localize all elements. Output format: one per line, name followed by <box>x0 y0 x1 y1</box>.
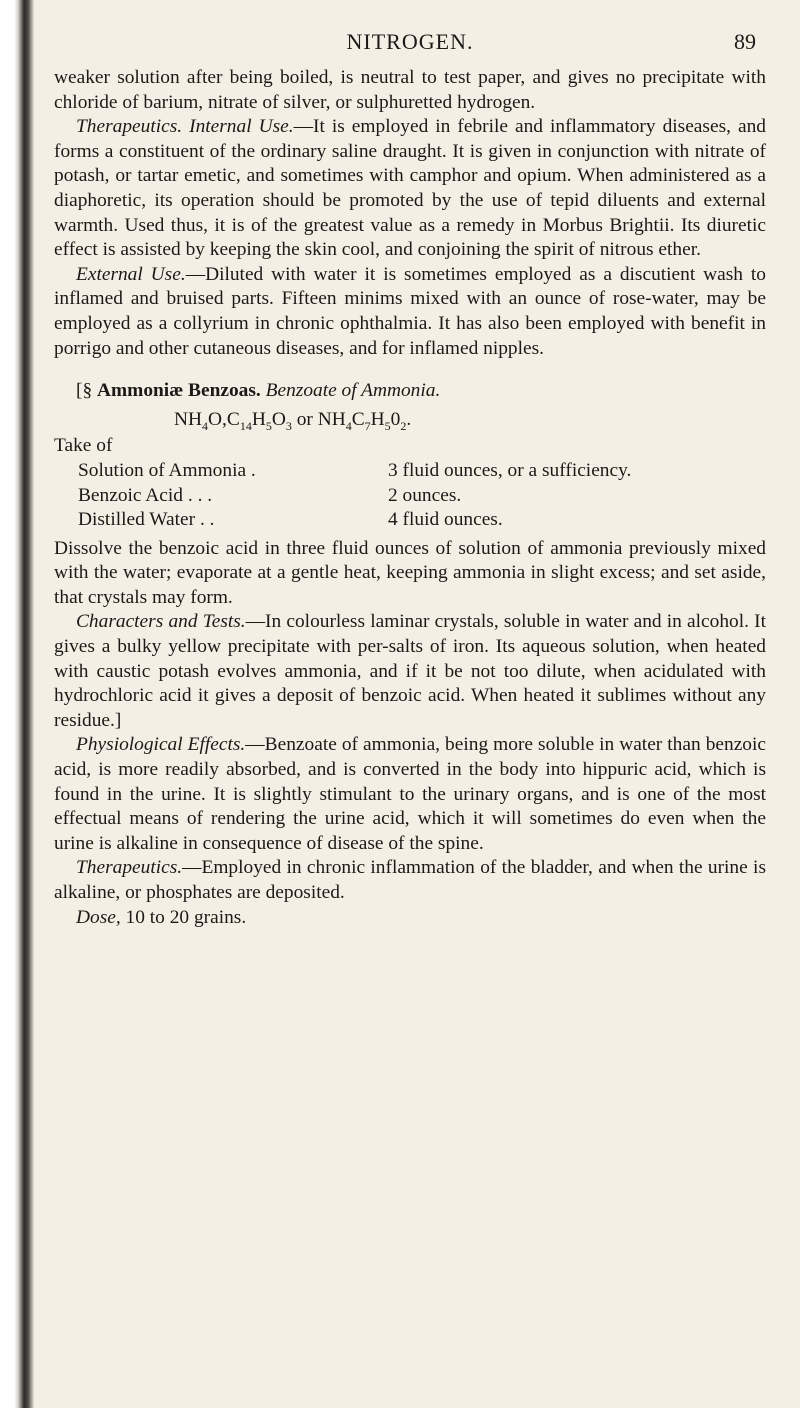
page <box>54 28 766 930</box>
ingredient-row: Distilled Water . . 4 fluid ounces. <box>78 509 503 531</box>
section-subtitle: Benzoate of Ammonia. <box>265 380 441 402</box>
paragraph-dose <box>54 906 766 931</box>
ingredient-row: Benzoic Acid . . . 2 ounces. <box>78 484 462 506</box>
external-use-label: External Use. <box>76 263 186 285</box>
paragraph-therapeutics-internal <box>54 115 766 263</box>
paragraph-characters <box>54 610 766 733</box>
ingredient-row: Solution of Ammonia . 3 fluid ounces, or a sufficiency. <box>78 459 632 481</box>
external-use-text: —Diluted with water it is sometimes employed as a discutient wash to inflamed and bruised parts. Fifteen minims mixed with an ounce of rose-water, may be employed as a collyrium in chronic ophthalmia. It has also been employed with benefit in porrigo and other cutaneous diseases, and for inflamed nipples. <box>54 263 766 359</box>
paragraph-physiological <box>54 733 766 856</box>
ingredients-table <box>78 459 631 533</box>
paragraph-dissolve: Dissolve the benzoic acid in three fluid ounces of solution of ammonia previously mixed with the water; evaporate at a gentle heat, keeping ammonia in slight excess; and set aside, that crystals may form. <box>54 537 766 608</box>
therapeutics-text: —Employed in chronic inflammation of the bladder, and when the urine is alkaline, or phosphates are deposited. <box>54 857 766 903</box>
paragraph-continuation: weaker solution after being boiled, is neutral to test paper, and gives no precipitate with chloride of barium, nitrate of silver, or sulphuretted hydrogen. <box>54 67 766 113</box>
running-title: NITROGEN. <box>346 29 474 54</box>
section-title: Ammoniæ Benzoas. <box>97 380 261 402</box>
dose-text: 10 to 20 grains. <box>120 906 247 928</box>
therapeutics-internal-text: —It is employed in febrile and inflammatory diseases, and forms a constituent of the ordinary saline draught. It is given in conjunction with nitrate of potash, or tartar emetic, and sometimes with camphor and opium. When administered as a diaphoretic, its operation should be promoted by the use of tepid diluents and external warmth. Used thus, it is of the greatest value as a remedy in Morbus Brightii. Its diuretic effect is assisted by keeping the skin cool, and conjoining the spirit of nitrous ether. <box>54 116 766 261</box>
paragraph-therapeutics <box>54 856 766 905</box>
chemical-formula: $NH_4O,C_{14}H_5O_3$ or $NH_4C_7H_50_2$. <box>174 408 412 433</box>
characters-text: —In colourless laminar crystals, soluble in water and in alcohol. It gives a bulky yellow precipitate with per-salts of iron. Its aqueous solution, when heated with caustic potash evolves ammonia, and if it be not too dilute, when acidulated with hydrochloric acid it gives a deposit of benzoic acid. When heated it sublimes without any residue.] <box>54 611 766 731</box>
physiological-text: —Benzoate of ammonia, being more soluble in water than benzoic acid, is more readily absorbed, and is converted in the body into hippuric acid, which is found in the urine. It is slightly stimulant to the urinary organs, and is one of the most effectual means of rendering the urine acid, which it will sometimes do even when the urine is alkaline in consequence of disease of the spine. <box>54 734 766 854</box>
physiological-label: Physiological Effects. <box>76 734 246 756</box>
dose-label: Dose, <box>76 906 121 928</box>
therapeutics-label: Therapeutics. <box>76 857 183 879</box>
characters-label: Characters and Tests. <box>76 611 246 633</box>
book-spine-edge <box>0 0 34 1408</box>
paragraph-external-use <box>54 263 766 361</box>
page-header <box>54 28 766 60</box>
section-heading <box>54 379 766 404</box>
take-of-label: Take of <box>54 435 113 457</box>
page-number: 89 <box>734 29 756 54</box>
section-prefix: [§ <box>76 380 98 402</box>
therapeutics-internal-label: Therapeutics. Internal Use. <box>76 116 294 138</box>
